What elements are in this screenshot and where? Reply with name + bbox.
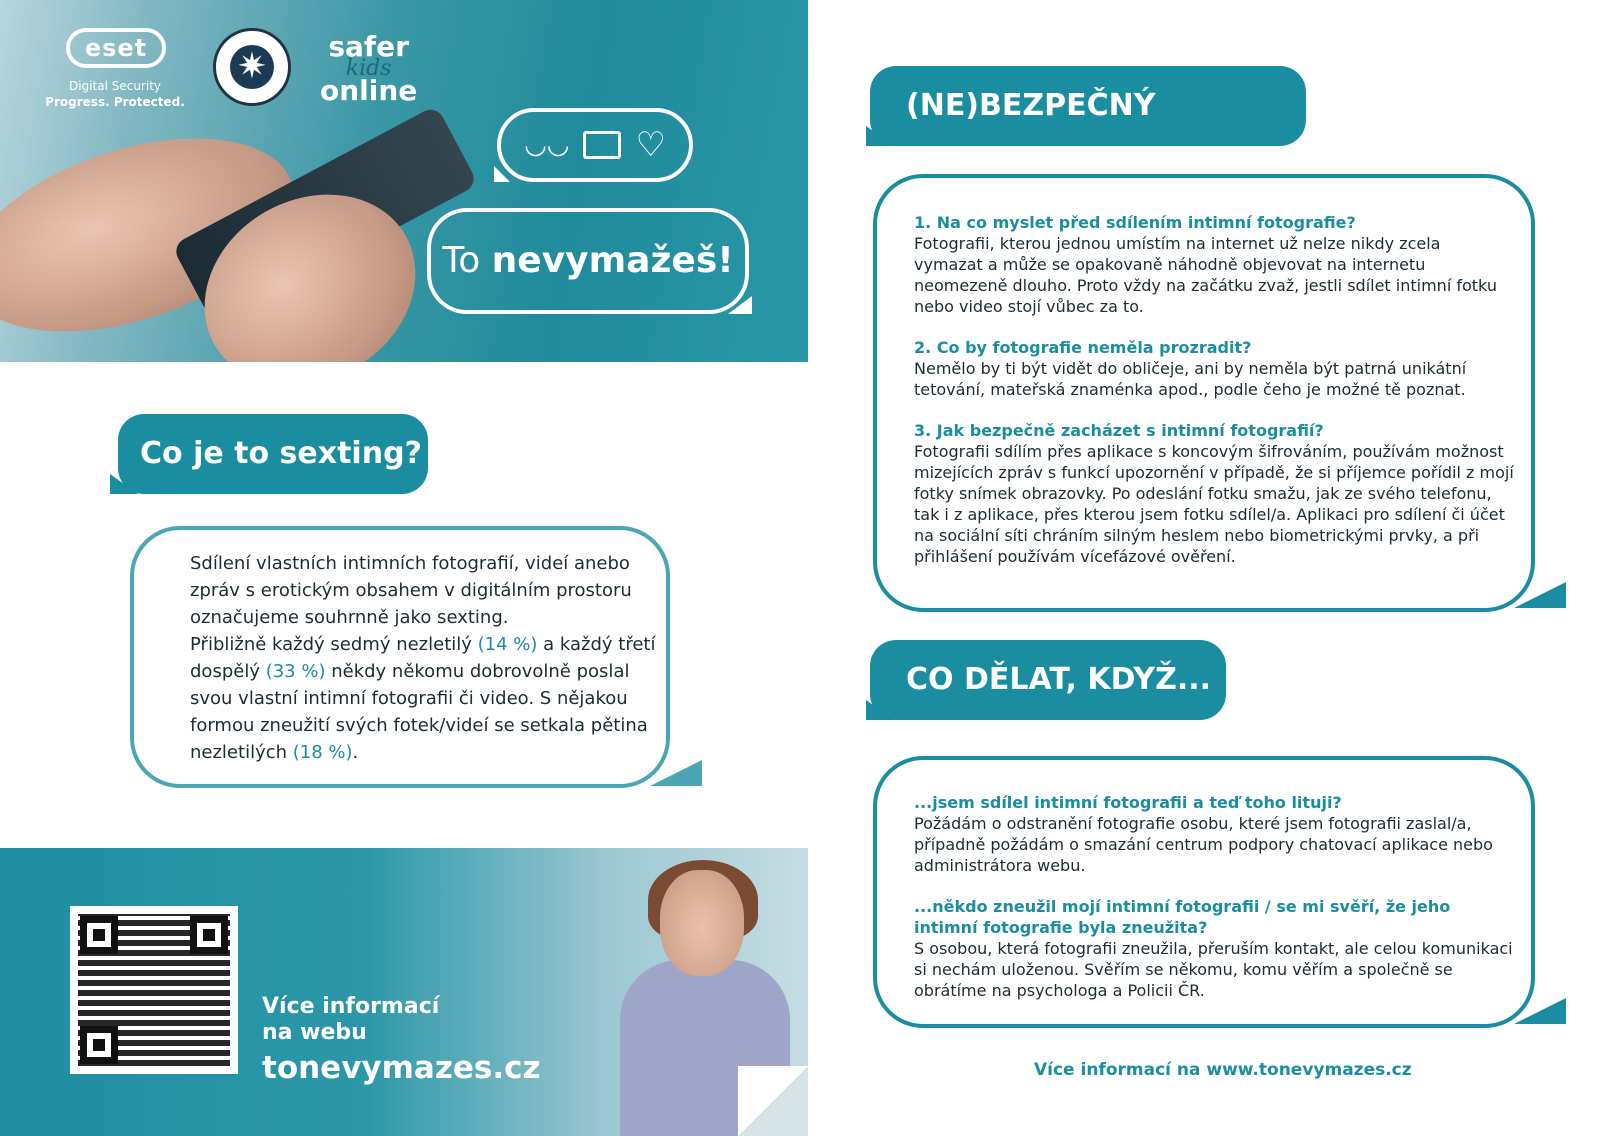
heart-icon: ♡ [635, 125, 666, 165]
tip-question: 3. Jak bezpečně zacházet s intimní fotografií? [914, 421, 1324, 440]
stat-minors: (14 %) [477, 634, 538, 655]
stat-text: . [352, 742, 359, 763]
tip-answer: Nemělo by ti být vidět do obličeje, ani by neměla být patrná unikátní tetování, mateřská znaménka apod., podle čeho je možné tě poznat. [914, 359, 1467, 399]
icon-row [501, 112, 689, 178]
slogan-bold: nevymažeš! [491, 240, 734, 281]
qr-finder [80, 916, 118, 954]
case-item [914, 896, 1514, 1001]
more-info-line1: Více informací [262, 994, 440, 1019]
tip-item [914, 337, 1514, 400]
page-curl [738, 1066, 808, 1136]
bubble-tail [1514, 582, 1566, 608]
eset-tagline [40, 78, 190, 110]
icons-bubble [497, 108, 693, 182]
tip-item [914, 212, 1514, 317]
girl-image [660, 870, 744, 976]
stat-misuse: (18 %) [292, 742, 353, 763]
title-what-to-do: CO DĚLAT, KDYŽ... [870, 640, 1226, 720]
eset-logo: eset [66, 28, 166, 68]
case-answer: Požádám o odstranění fotografie osobu, které jsem fotografii zaslal/a, případně požádám o smazání centrum podpory chatovací aplikace nebo administrátora webu. [914, 814, 1493, 875]
more-info-label [262, 994, 439, 1046]
safer-line2: kids [345, 56, 392, 81]
website-link[interactable]: tonevymazes.cz [262, 1050, 541, 1086]
eset-line2: Progress. Protected. [45, 95, 185, 109]
safer-line3: online [320, 74, 418, 107]
info-paragraph-1: Sdílení vlastních intimních fotografií, videí anebo zpráv s erotickým obsahem v digitálním prostoru označujeme souhrnně jako sexting. [190, 553, 632, 628]
stat-text: někdy někomu dobrovolně poslal svou vlastní intimní fotografii či video. S nějakou formou zneužití svých fotek/videí se setkala pětina nezletilých [190, 661, 648, 763]
safer-kids-logo [320, 30, 418, 107]
tab-tail [866, 126, 894, 146]
tab-tail [110, 474, 138, 494]
bubble-tail [728, 296, 752, 314]
qr-finder [80, 1026, 118, 1064]
safer-line1: safer [328, 30, 409, 63]
hero-banner [0, 0, 808, 362]
tab-tail [866, 700, 894, 720]
more-info-line2: na webu [262, 1020, 367, 1045]
tip-question: 1. Na co myslet před sdílením intimní fotografie? [914, 213, 1356, 232]
cases-list [914, 792, 1514, 1001]
section-title-tab: Co je to sexting? [118, 414, 428, 494]
tip-answer: Fotografii, kterou jednou umístím na internet už nelze nikdy zcela vymazat a může se opakovaně náhodně objevovat na internetu neomezeně dlouho. Proto vždy na začátku zvaž, jestli sdílet intimní fotku nebo video stojí vůbec za to. [914, 234, 1497, 316]
slogan-prefix: To [442, 240, 492, 281]
case-item [914, 792, 1514, 876]
stat-adults: (33 %) [265, 661, 326, 682]
eset-line1: Digital Security [68, 79, 161, 93]
footer-website-link[interactable]: Více informací na www.tonevymazes.cz [1034, 1060, 1412, 1080]
title-safe-sexting: (NE)BEZPEČNÝ SEXTING [870, 66, 1306, 146]
slogan-text [431, 212, 745, 310]
bubble-tail [494, 166, 510, 182]
underwear-icon [583, 131, 621, 159]
tip-item [914, 420, 1514, 567]
info-text [190, 550, 660, 766]
case-question: ...někdo zneužil mojí intimní fotografii / se mi svěří, že jeho intimní fotografie byla zneužita? [914, 897, 1451, 937]
info-paragraph-2 [190, 631, 660, 766]
case-question: ...jsem sdílel intimní fotografii a teď toho lituji? [914, 793, 1342, 812]
seal-inner [230, 45, 274, 89]
qr-code[interactable] [70, 906, 238, 1074]
slogan-bubble [427, 208, 749, 314]
stat-text: a každý třetí dospělý [190, 634, 656, 682]
qr-finder [190, 916, 228, 954]
bubble-tail [1514, 998, 1566, 1024]
stat-text: Přibližně každý sedmý nezletilý [190, 634, 478, 655]
case-answer: S osobou, která fotografii zneužila, přeruším kontakt, ale celou komunikaci si nechám uloženou. Svěřím se někomu, komu věřím a společně se obrátíme na psychologa a Policii ČR. [914, 939, 1513, 1000]
police-seal [213, 28, 291, 106]
tip-answer: Fotografii sdílím přes aplikace s koncovým šifrováním, používám možnost mizejících zpráv s funkcí upozornění v případě, že si příjemce pořídil z mojí fotky snímek obrazovky. Po odeslání fotku smažu, jak ze svého telefonu, tak i z aplikace, přes kterou jsem fotku sdílel/a. Aplikaci pro sdílení či účet na sociální síti chráním silným heslem nebo biometrickými prvky, a při přihlášení používám vícefázové ověření. [914, 442, 1514, 566]
bra-icon: ◡◡ [524, 130, 570, 160]
star-icon: ✷ [236, 46, 268, 87]
tip-question: 2. Co by fotografie neměla prozradit? [914, 338, 1252, 357]
tips-list [914, 212, 1514, 567]
